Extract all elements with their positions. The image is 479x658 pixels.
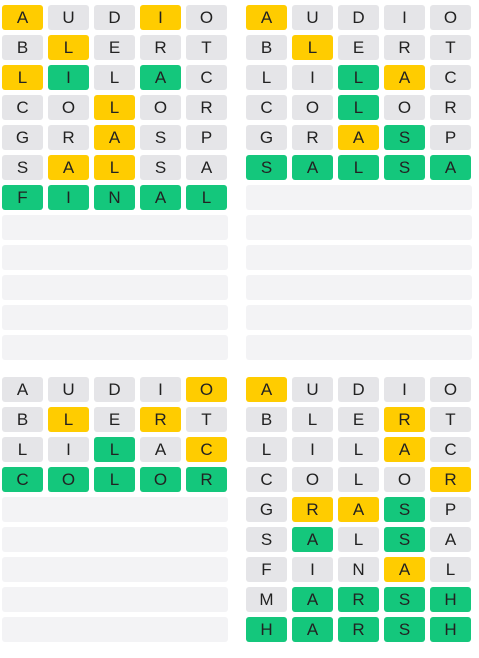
guess-row xyxy=(2,5,228,30)
letter-tile-green: A xyxy=(292,617,333,642)
board-4 xyxy=(246,377,472,647)
letter-tile-green: O xyxy=(140,467,181,492)
guess-row xyxy=(246,557,472,582)
letter-tile-green: H xyxy=(430,587,471,612)
letter-tile-green: L xyxy=(338,65,379,90)
guess-row xyxy=(2,185,228,210)
letter-tile-gray: E xyxy=(338,407,379,432)
letter-tile-yellow: A xyxy=(246,5,287,30)
letter-tile-green: I xyxy=(48,185,89,210)
letter-tile-yellow: I xyxy=(140,5,181,30)
letter-tile-gray: I xyxy=(140,377,181,402)
letter-tile-gray: C xyxy=(246,467,287,492)
letter-tile-yellow: C xyxy=(186,437,227,462)
letter-tile-gray: L xyxy=(338,437,379,462)
letter-tile-yellow: L xyxy=(48,407,89,432)
letter-tile-green: A xyxy=(140,185,181,210)
letter-tile-gray: L xyxy=(246,65,287,90)
letter-tile-gray: T xyxy=(430,407,471,432)
letter-tile-green: R xyxy=(186,467,227,492)
guess-row xyxy=(2,407,228,432)
guess-row xyxy=(246,5,472,30)
guess-row xyxy=(246,617,472,642)
letter-tile-gray: S xyxy=(140,125,181,150)
guess-row xyxy=(246,155,472,180)
letter-tile-green: C xyxy=(2,467,43,492)
letter-tile-green: A xyxy=(292,155,333,180)
board-2 xyxy=(246,5,472,365)
empty-row xyxy=(2,557,228,582)
guess-row xyxy=(246,497,472,522)
letter-tile-yellow: L xyxy=(292,35,333,60)
letter-tile-gray: I xyxy=(384,377,425,402)
letter-tile-gray: R xyxy=(430,95,471,120)
letter-tile-gray: E xyxy=(94,35,135,60)
empty-row xyxy=(2,215,228,240)
letter-tile-gray: O xyxy=(430,5,471,30)
board-3 xyxy=(2,377,228,647)
empty-row xyxy=(2,335,228,360)
letter-tile-gray: L xyxy=(246,437,287,462)
letter-tile-gray: O xyxy=(186,5,227,30)
letter-tile-gray: O xyxy=(384,95,425,120)
letter-tile-gray: U xyxy=(48,377,89,402)
letter-tile-gray: D xyxy=(94,377,135,402)
guess-row xyxy=(246,587,472,612)
letter-tile-green: L xyxy=(94,467,135,492)
letter-tile-green: S xyxy=(384,497,425,522)
empty-row xyxy=(246,215,472,240)
letter-tile-gray: P xyxy=(430,497,471,522)
empty-row xyxy=(2,245,228,270)
letter-tile-gray: T xyxy=(430,35,471,60)
letter-tile-green: S xyxy=(384,617,425,642)
letter-tile-yellow: A xyxy=(384,557,425,582)
letter-tile-gray: R xyxy=(186,95,227,120)
letter-tile-yellow: L xyxy=(48,35,89,60)
letter-tile-gray: S xyxy=(140,155,181,180)
letter-tile-green: S xyxy=(384,587,425,612)
letter-tile-yellow: A xyxy=(246,377,287,402)
guess-row xyxy=(2,95,228,120)
letter-tile-yellow: R xyxy=(140,407,181,432)
letter-tile-green: F xyxy=(2,185,43,210)
letter-tile-green: A xyxy=(430,155,471,180)
letter-tile-gray: C xyxy=(430,437,471,462)
letter-tile-yellow: R xyxy=(292,497,333,522)
letter-tile-green: A xyxy=(292,587,333,612)
guess-row xyxy=(246,437,472,462)
letter-tile-gray: U xyxy=(292,377,333,402)
letter-tile-green: S xyxy=(384,155,425,180)
letter-tile-gray: C xyxy=(186,65,227,90)
letter-tile-gray: G xyxy=(246,497,287,522)
letter-tile-gray: R xyxy=(140,35,181,60)
letter-tile-gray: L xyxy=(338,467,379,492)
letter-tile-gray: T xyxy=(186,35,227,60)
guess-row xyxy=(2,35,228,60)
letter-tile-gray: T xyxy=(186,407,227,432)
letter-tile-yellow: L xyxy=(2,65,43,90)
letter-tile-gray: P xyxy=(186,125,227,150)
letter-tile-gray: E xyxy=(94,407,135,432)
letter-tile-gray: O xyxy=(292,95,333,120)
guess-row xyxy=(2,125,228,150)
letter-tile-gray: R xyxy=(48,125,89,150)
letter-tile-gray: P xyxy=(430,125,471,150)
letter-tile-gray: I xyxy=(292,437,333,462)
letter-tile-yellow: R xyxy=(430,467,471,492)
letter-tile-gray: B xyxy=(246,407,287,432)
letter-tile-green: A xyxy=(292,527,333,552)
letter-tile-gray: A xyxy=(2,377,43,402)
letter-tile-gray: D xyxy=(94,5,135,30)
guess-row xyxy=(2,467,228,492)
letter-tile-gray: L xyxy=(2,437,43,462)
letter-tile-gray: O xyxy=(140,95,181,120)
letter-tile-green: L xyxy=(94,437,135,462)
guess-row xyxy=(2,437,228,462)
letter-tile-gray: O xyxy=(384,467,425,492)
letter-tile-gray: U xyxy=(292,5,333,30)
letter-tile-gray: G xyxy=(246,125,287,150)
letter-tile-green: L xyxy=(186,185,227,210)
empty-row xyxy=(2,497,228,522)
letter-tile-gray: C xyxy=(430,65,471,90)
letter-tile-green: R xyxy=(338,587,379,612)
letter-tile-gray: E xyxy=(338,35,379,60)
empty-row xyxy=(2,587,228,612)
letter-tile-gray: U xyxy=(48,5,89,30)
letter-tile-gray: I xyxy=(292,65,333,90)
letter-tile-gray: L xyxy=(94,65,135,90)
guess-row xyxy=(2,155,228,180)
letter-tile-gray: L xyxy=(338,527,379,552)
letter-tile-yellow: L xyxy=(94,95,135,120)
letter-tile-yellow: A xyxy=(94,125,135,150)
letter-tile-yellow: A xyxy=(384,65,425,90)
letter-tile-gray: B xyxy=(2,35,43,60)
letter-tile-green: O xyxy=(48,467,89,492)
letter-tile-gray: S xyxy=(246,527,287,552)
letter-tile-gray: L xyxy=(292,407,333,432)
letter-tile-green: I xyxy=(48,65,89,90)
letter-tile-gray: I xyxy=(292,557,333,582)
empty-row xyxy=(246,185,472,210)
empty-row xyxy=(2,617,228,642)
guess-row xyxy=(246,407,472,432)
letter-tile-gray: A xyxy=(140,437,181,462)
letter-tile-yellow: L xyxy=(94,155,135,180)
letter-tile-gray: O xyxy=(48,95,89,120)
letter-tile-yellow: R xyxy=(384,407,425,432)
guess-row xyxy=(246,377,472,402)
letter-tile-green: H xyxy=(246,617,287,642)
letter-tile-gray: C xyxy=(246,95,287,120)
guess-row xyxy=(2,377,228,402)
letter-tile-green: N xyxy=(94,185,135,210)
letter-tile-gray: D xyxy=(338,5,379,30)
letter-tile-yellow: A xyxy=(2,5,43,30)
guess-row xyxy=(246,95,472,120)
letter-tile-green: H xyxy=(430,617,471,642)
letter-tile-green: S xyxy=(246,155,287,180)
guess-row xyxy=(246,35,472,60)
letter-tile-gray: C xyxy=(2,95,43,120)
letter-tile-green: S xyxy=(384,125,425,150)
letter-tile-gray: O xyxy=(430,377,471,402)
guess-row xyxy=(246,125,472,150)
letter-tile-green: A xyxy=(140,65,181,90)
letter-tile-gray: I xyxy=(48,437,89,462)
letter-tile-gray: N xyxy=(338,557,379,582)
letter-tile-gray: B xyxy=(246,35,287,60)
letter-tile-yellow: A xyxy=(384,437,425,462)
letter-tile-green: L xyxy=(338,155,379,180)
letter-tile-gray: M xyxy=(246,587,287,612)
letter-tile-yellow: A xyxy=(338,125,379,150)
letter-tile-green: L xyxy=(338,95,379,120)
guess-row xyxy=(246,527,472,552)
empty-row xyxy=(246,305,472,330)
letter-tile-gray: O xyxy=(292,467,333,492)
letter-tile-gray: A xyxy=(430,527,471,552)
letter-tile-gray: R xyxy=(384,35,425,60)
letter-tile-gray: D xyxy=(338,377,379,402)
letter-tile-gray: L xyxy=(430,557,471,582)
letter-tile-gray: I xyxy=(384,5,425,30)
letter-tile-gray: F xyxy=(246,557,287,582)
letter-tile-gray: R xyxy=(292,125,333,150)
board-1 xyxy=(2,5,228,365)
letter-tile-gray: B xyxy=(2,407,43,432)
letter-tile-gray: G xyxy=(2,125,43,150)
letter-tile-yellow: A xyxy=(338,497,379,522)
letter-tile-gray: A xyxy=(186,155,227,180)
letter-tile-green: R xyxy=(338,617,379,642)
letter-tile-yellow: O xyxy=(186,377,227,402)
guess-row xyxy=(246,65,472,90)
guess-row xyxy=(246,467,472,492)
letter-tile-green: S xyxy=(384,527,425,552)
empty-row xyxy=(246,335,472,360)
empty-row xyxy=(2,527,228,552)
empty-row xyxy=(246,275,472,300)
letter-tile-gray: S xyxy=(2,155,43,180)
empty-row xyxy=(2,275,228,300)
empty-row xyxy=(246,245,472,270)
guess-row xyxy=(2,65,228,90)
letter-tile-yellow: A xyxy=(48,155,89,180)
empty-row xyxy=(2,305,228,330)
